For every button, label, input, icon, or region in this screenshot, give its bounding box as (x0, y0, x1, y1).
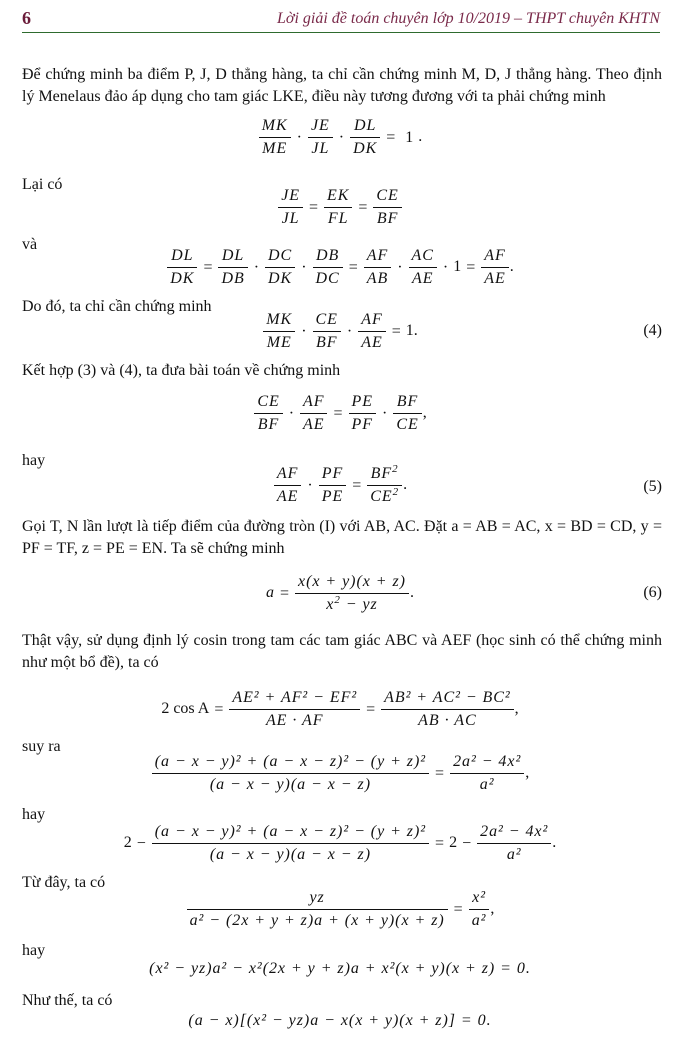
equation-menelaus: $\frac{MK}{ME}$ · $\frac{JE}{JL}$ · $\frac{DL}{DK}$ = 1 . (0, 116, 680, 159)
equation-ce-bf: $\frac{CE}{BF}$ · $\frac{AF}{AE}$ = $\frac{PE}{PF}$ · $\frac{BF}{CE}$ , (0, 392, 680, 435)
equation-5: $\frac{AF}{AE}$ · $\frac{PF}{PE}$ = $\frac{BF^2}{CE^2}$ . (0, 464, 680, 507)
page-header (22, 6, 660, 32)
paragraph-do-do: Do đó, ta chỉ cần chứng minh (22, 298, 212, 315)
paragraph-nhu-the: Như thế, ta có (22, 992, 113, 1009)
page-number: 6 (22, 8, 31, 28)
equation-tu-day: $\frac{yz}{\text{a² − (2x + y + z)a + (x + y)(x + z)}}$ = $\frac{\text{x²}}{\text{a²}}$ , (0, 888, 680, 931)
equation-polynomial: (x² − yz)a² − x²(2x + y + z)a + x²(x + y)(x + z) = 0. (149, 960, 531, 977)
paragraph-goi: Gọi T, N lần lượt là tiếp điểm của đường tròn (I) với AB, AC. Đặt a = AB = AC, x = BD = CD, y = PF = TF, z = PE = EN. Ta sẽ chứng minh (22, 518, 662, 557)
paragraph-ket-hop: Kết hợp (3) và (4), ta đưa bài toán về chứng minh (22, 362, 341, 379)
paragraph-hay-3: hay (22, 942, 46, 959)
running-title: Lời giải đề toán chuyên lớp 10/2019 – THPT chuyên KHTN (277, 10, 660, 27)
equation-final: (a − x)[(x² − yz)a − x(x + y)(x + z)] = 0. (188, 1012, 492, 1029)
paragraph-hay-2: hay (22, 806, 46, 823)
equation-6: a = $\frac{x(x + y)(x + z)}{x^2 - yz}$ . (266, 573, 414, 613)
equation-4: $\frac{MK}{ME}$ · $\frac{CE}{BF}$ · $\frac{AF}{AE}$ = 1. (0, 310, 680, 353)
equation-number-5: (5) (643, 478, 662, 495)
paragraph-tu-day: Từ đây, ta có (22, 874, 106, 891)
equation-hay-2: 2 − $\frac{\text{(a − x − y)² + (a − x − z)² − (y + z)²}}{(a - x - y)(a - x - z)}$ = 2 − $\frac{\text{2a² − 4x²}}{\text{a²}}$ . (123, 823, 557, 863)
paragraph-va: và (22, 236, 38, 253)
equation-number-4: (4) (643, 322, 662, 339)
equation-suy-ra: $\frac{\text{(a − x − y)² + (a − x − z)² − (y + z)²}}{(a - x - y)(a - x - z)}$ = $\frac{\text{2a² − 4x²}}{\text{a²}}$ , (0, 752, 680, 795)
paragraph-intro: Để chứng minh ba điểm P, J, D thẳng hàng, ta chỉ cần chứng minh M, D, J thẳng hàng. Theo định lý Menelaus đảo áp dụng cho tam giác LKE, điều này tương đương với ta phải chứng minh (22, 66, 662, 105)
header-rule (22, 32, 660, 33)
equation-dl-dk: $\frac{DL}{DK}$ = $\frac{DL}{DB}$ · $\frac{DC}{DK}$ · $\frac{DB}{DC}$ = $\frac{AF}{AB}$ · $\frac{AC}{AE}$ · 1 = $\frac{AF}{AE}$ . (0, 246, 680, 289)
paragraph-that-vay: Thật vậy, sử dụng định lý cosin trong tam các tam giác ABC và AEF (học sinh có thể chứng minh như một bổ đề), ta có (22, 632, 662, 671)
paragraph-lai-co: Lại có (22, 176, 63, 193)
equation-je-jl: $\frac{JE}{JL}$ = $\frac{EK}{FL}$ = $\frac{CE}{BF}$ (0, 186, 680, 229)
equation-cosine: 2 cos A = $\frac{\text{AE² + AF² − EF²}}{AE \cdot AF}$ = $\frac{\text{AB² + AC² − BC²}}{AB \cdot AC}$ , (161, 689, 519, 729)
paragraph-suy-ra: suy ra (22, 738, 61, 755)
equation-number-6: (6) (643, 584, 662, 601)
paragraph-hay-1: hay (22, 452, 46, 469)
